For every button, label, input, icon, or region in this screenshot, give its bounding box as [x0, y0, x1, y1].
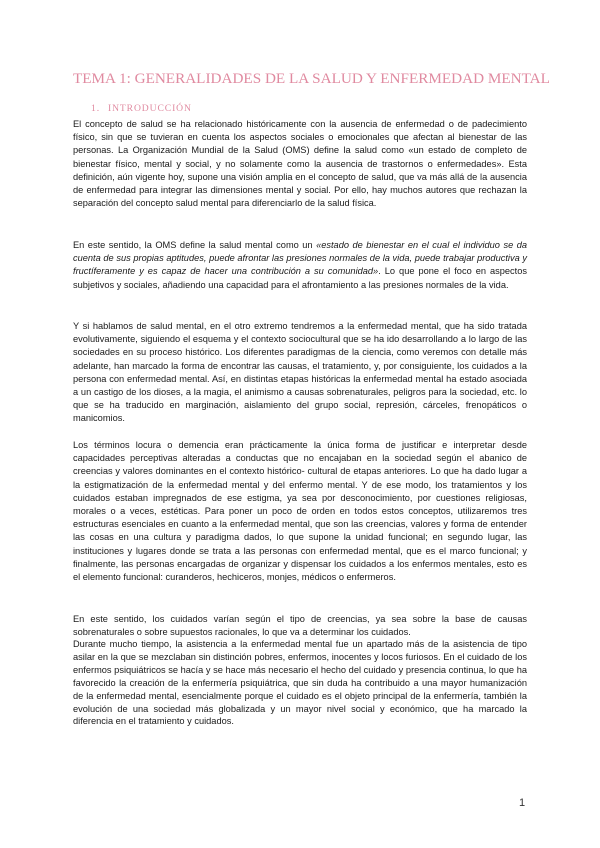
section-label: INTRODUCCIÓN [108, 103, 192, 114]
paragraph-3: Y si hablamos de salud mental, en el otro extremo tendremos a la enfermedad mental, que ha sido tratada evolutivamente, siguiendo el esquema y el contexto sociocultural que se ha ido desarrollando a lo largo de las sociedades en su proceso histórico. Los diferentes paradigmas de la ciencia, como veremos con detalle más adelante, han marcado la forma de encontrar las causas, el tratamiento, y, por consiguiente, los cuidados a la persona con enfermedad mental. Así, en distintas etapas históricas la enfermedad mental ha estado asociada a un castigo de los dioses, a la magia, el animismo a causas sobrenaturales, peligros para la sociedad, etc. lo que se ha traducido en marginación, aislamiento del grupo social, represión, cárceles, frenopáticos o manicomios. [73, 321, 527, 424]
paragraph-5a: En este sentido, los cuidados varían según el tipo de creencias, ya sea sobre la base de causas sobrenaturales o sobre supuestos racionales, lo que va a determinar los cuidados. [73, 614, 527, 637]
paragraph-2-intro: En este sentido, la OMS define la salud mental como un [73, 240, 317, 250]
section-heading [91, 103, 192, 115]
paragraph-2 [73, 239, 527, 292]
section-number: 1. [91, 103, 100, 114]
paragraph-4: Los términos locura o demencia eran prácticamente la única forma de justificar e interpretar desde capacidades perceptivas alteradas a conductas que no encajaban en la sociedad según el abanico de creencias y valores dominantes en el contexto histórico- cultural de etapas anteriores. Lo que ha dado lugar a la estigmatización de la enfermedad mental y del enfermo mental. Y de ese modo, los tratamientos y los cuidados estaban impregnados de ese estigma, ya sea por desconocimiento, por cuestiones religiosas, morales o a veces, estéticas. Para poner un poco de orden en todos estos conceptos, utilizaremos tres estructuras esenciales en cuanto a la enfermedad mental, que son las creencias, valores y forma de entender las cosas en una cultura y paradigma dados, lo que supone la unidad funcional; en segundo lugar, las instituciones y lugares donde se trata a las personas con enfermedad mental, que es el marco funcional; y finalmente, las personas encargadas de organizar y dispensar los cuidados a los enfermos mentales, esto es el elemento funcional: curanderos, hechiceros, monjes, médicos o enfermeros. [73, 440, 527, 583]
page-number: 1 [519, 797, 526, 809]
page-title: TEMA 1: GENERALIDADES DE LA SALUD Y ENFERMEDAD MENTAL [73, 70, 550, 87]
paragraph-5b: Durante mucho tiempo, la asistencia a la enfermedad mental fue un apartado más de la asistencia de tipo asilar en la que se mezclaban sin distinción pobres, enfermos, inocentes y locos furiosos. En el cuidado de los enfermos psiquiátricos se hacía y se hace más necesario el hecho del cuidado y presencia continua, lo que ha favorecido la creación de la enfermería psiquiátrica, que sin duda ha contribuido a una mayor humanización de la enfermedad mental, esencialmente porque el cuidado es el objeto principal de la enfermería, también la evolución de una sociedad más globalizada y un mayor nivel social y económico, que ha marcado la diferencia en el tratamiento y cuidados. [73, 639, 527, 727]
paragraph-1: El concepto de salud se ha relacionado históricamente con la ausencia de enfermedad o de padecimiento físico, sin que se tuvieran en cuenta los aspectos sociales o emocionales que afectan al bienestar de las personas. La Organización Mundial de la Salud (OMS) define la salud como «un estado de completo de bienestar físico, mental y social, y no solamente como la ausencia de trastornos o enfermedades». Esta definición, aún vigente hoy, supone una visión amplia en el concepto de salud, que va más allá de la ausencia de enfermedad para integrar las dimensiones mental y social. Por ello, hay muchos autores que rechazan la separación del concepto salud mental para diferenciarlo de la salud física. [73, 119, 527, 209]
paragraph-2-rest: . Lo que pone el foco en aspectos subjetivos y sociales, añadiendo una capacidad para el afrontamiento a las presiones normales de la vida. [73, 266, 527, 290]
who-mental-health-quote: «estado de bienestar en el cual el individuo se da cuenta de sus propias aptitudes, puede afrontar las presiones normales de la vida, puede trabajar productiva y fructíferamente y es capaz de hacer una contribución a su comunidad» [73, 240, 527, 277]
